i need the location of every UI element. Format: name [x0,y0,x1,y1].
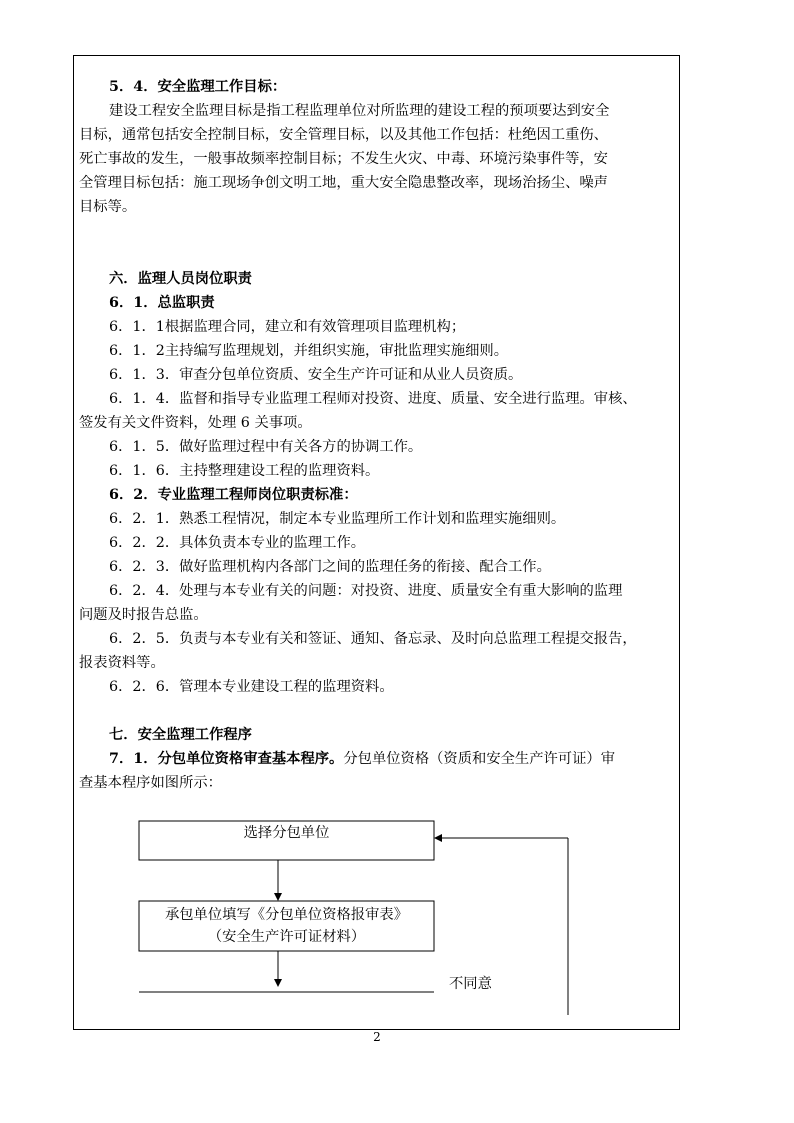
item-6-1-3: 6．1．3．审查分包单位资质、安全生产许可证和从业人员资质。 [109,367,523,383]
section-5-4-title: 5．4．安全监理工作目标： [109,79,287,95]
section-7-1-cont: 查基本程序如图所示： [79,775,222,791]
flow-box-1-label: 选择分包单位 [243,825,330,841]
item-6-2-1: 6．2．1．熟悉工程情况，制定本专业监理所工作计划和监理实施细则。 [109,511,566,527]
paragraph-line: 死亡事故的发生，一般事故频率控制目标；不发生火灾、中毒、环境污染事件等，安 [79,151,608,167]
section-6-title: 六．监理人员岗位职责 [109,271,252,287]
section-7-1-title: 7．1．分包单位资格审查基本程序。 [109,751,344,767]
item-6-1-6: 6．1．6．主持整理建设工程的监理资料。 [109,463,380,479]
item-6-1-2: 6．1．2主持编写监理规划，并组织实施，审批监理实施细则。 [109,343,509,359]
item-6-1-4-cont: 签发有关文件资料，处理 6 关事项。 [79,415,312,431]
item-6-2-3: 6．2．3．做好监理机构内各部门之间的监理任务的衔接、配合工作。 [109,559,551,575]
flow-box-2-label-1: 承包单位填写《分包单位资格报审表》 [164,907,409,923]
item-6-2-5: 6．2．5．负责与本专业有关和签证、通知、备忘录、及时向总监理工程提交报告， [109,631,637,647]
paragraph-line: 目标等。 [79,199,137,215]
flow-disagree-label: 不同意 [449,976,492,992]
item-6-1-1: 6．1．1根据监理合同，建立和有效管理项目监理机构； [109,319,466,335]
item-6-2-2: 6．2．2．具体负责本专业的监理工作。 [109,535,366,551]
page-number: 2 [373,1030,381,1044]
item-6-2-4: 6．2．4．处理与本专业有关的问题：对投资、进度、质量安全有重大影响的监理 [109,583,623,599]
item-6-1-4: 6．1．4．监督和指导专业监理工程师对投资、进度、质量、安全进行监理。审核、 [109,391,637,407]
item-6-2-6: 6．2．6．管理本专业建设工程的监理资料。 [109,679,394,695]
paragraph-line: 全管理目标包括：施工现场争创文明工地，重大安全隐患整改率，现场治扬尘、噪声 [79,175,608,191]
section-6-1-title: 6．1．总监职责 [109,295,215,311]
item-6-2-4-cont: 问题及时报告总监。 [79,607,208,623]
flow-box-2-label-2: （安全生产许可证材料） [207,929,366,945]
item-6-2-5-cont: 报表资料等。 [79,655,165,671]
item-6-1-5: 6．1．5．做好监理过程中有关各方的协调工作。 [109,439,423,455]
section-6-2-title: 6．2．专业监理工程师岗位职责标准： [109,487,358,503]
section-7-title: 七．安全监理工作程序 [109,727,252,743]
paragraph-line: 建设工程安全监理目标是指工程监理单位对所监理的建设工程的预项要达到安全 [109,103,610,119]
paragraph-line: 目标，通常包括安全控制目标，安全管理目标，以及其他工作包括：杜绝因工重伤、 [79,127,608,143]
section-7-1-text: 分包单位资格（资质和安全生产许可证）审 [343,751,615,767]
